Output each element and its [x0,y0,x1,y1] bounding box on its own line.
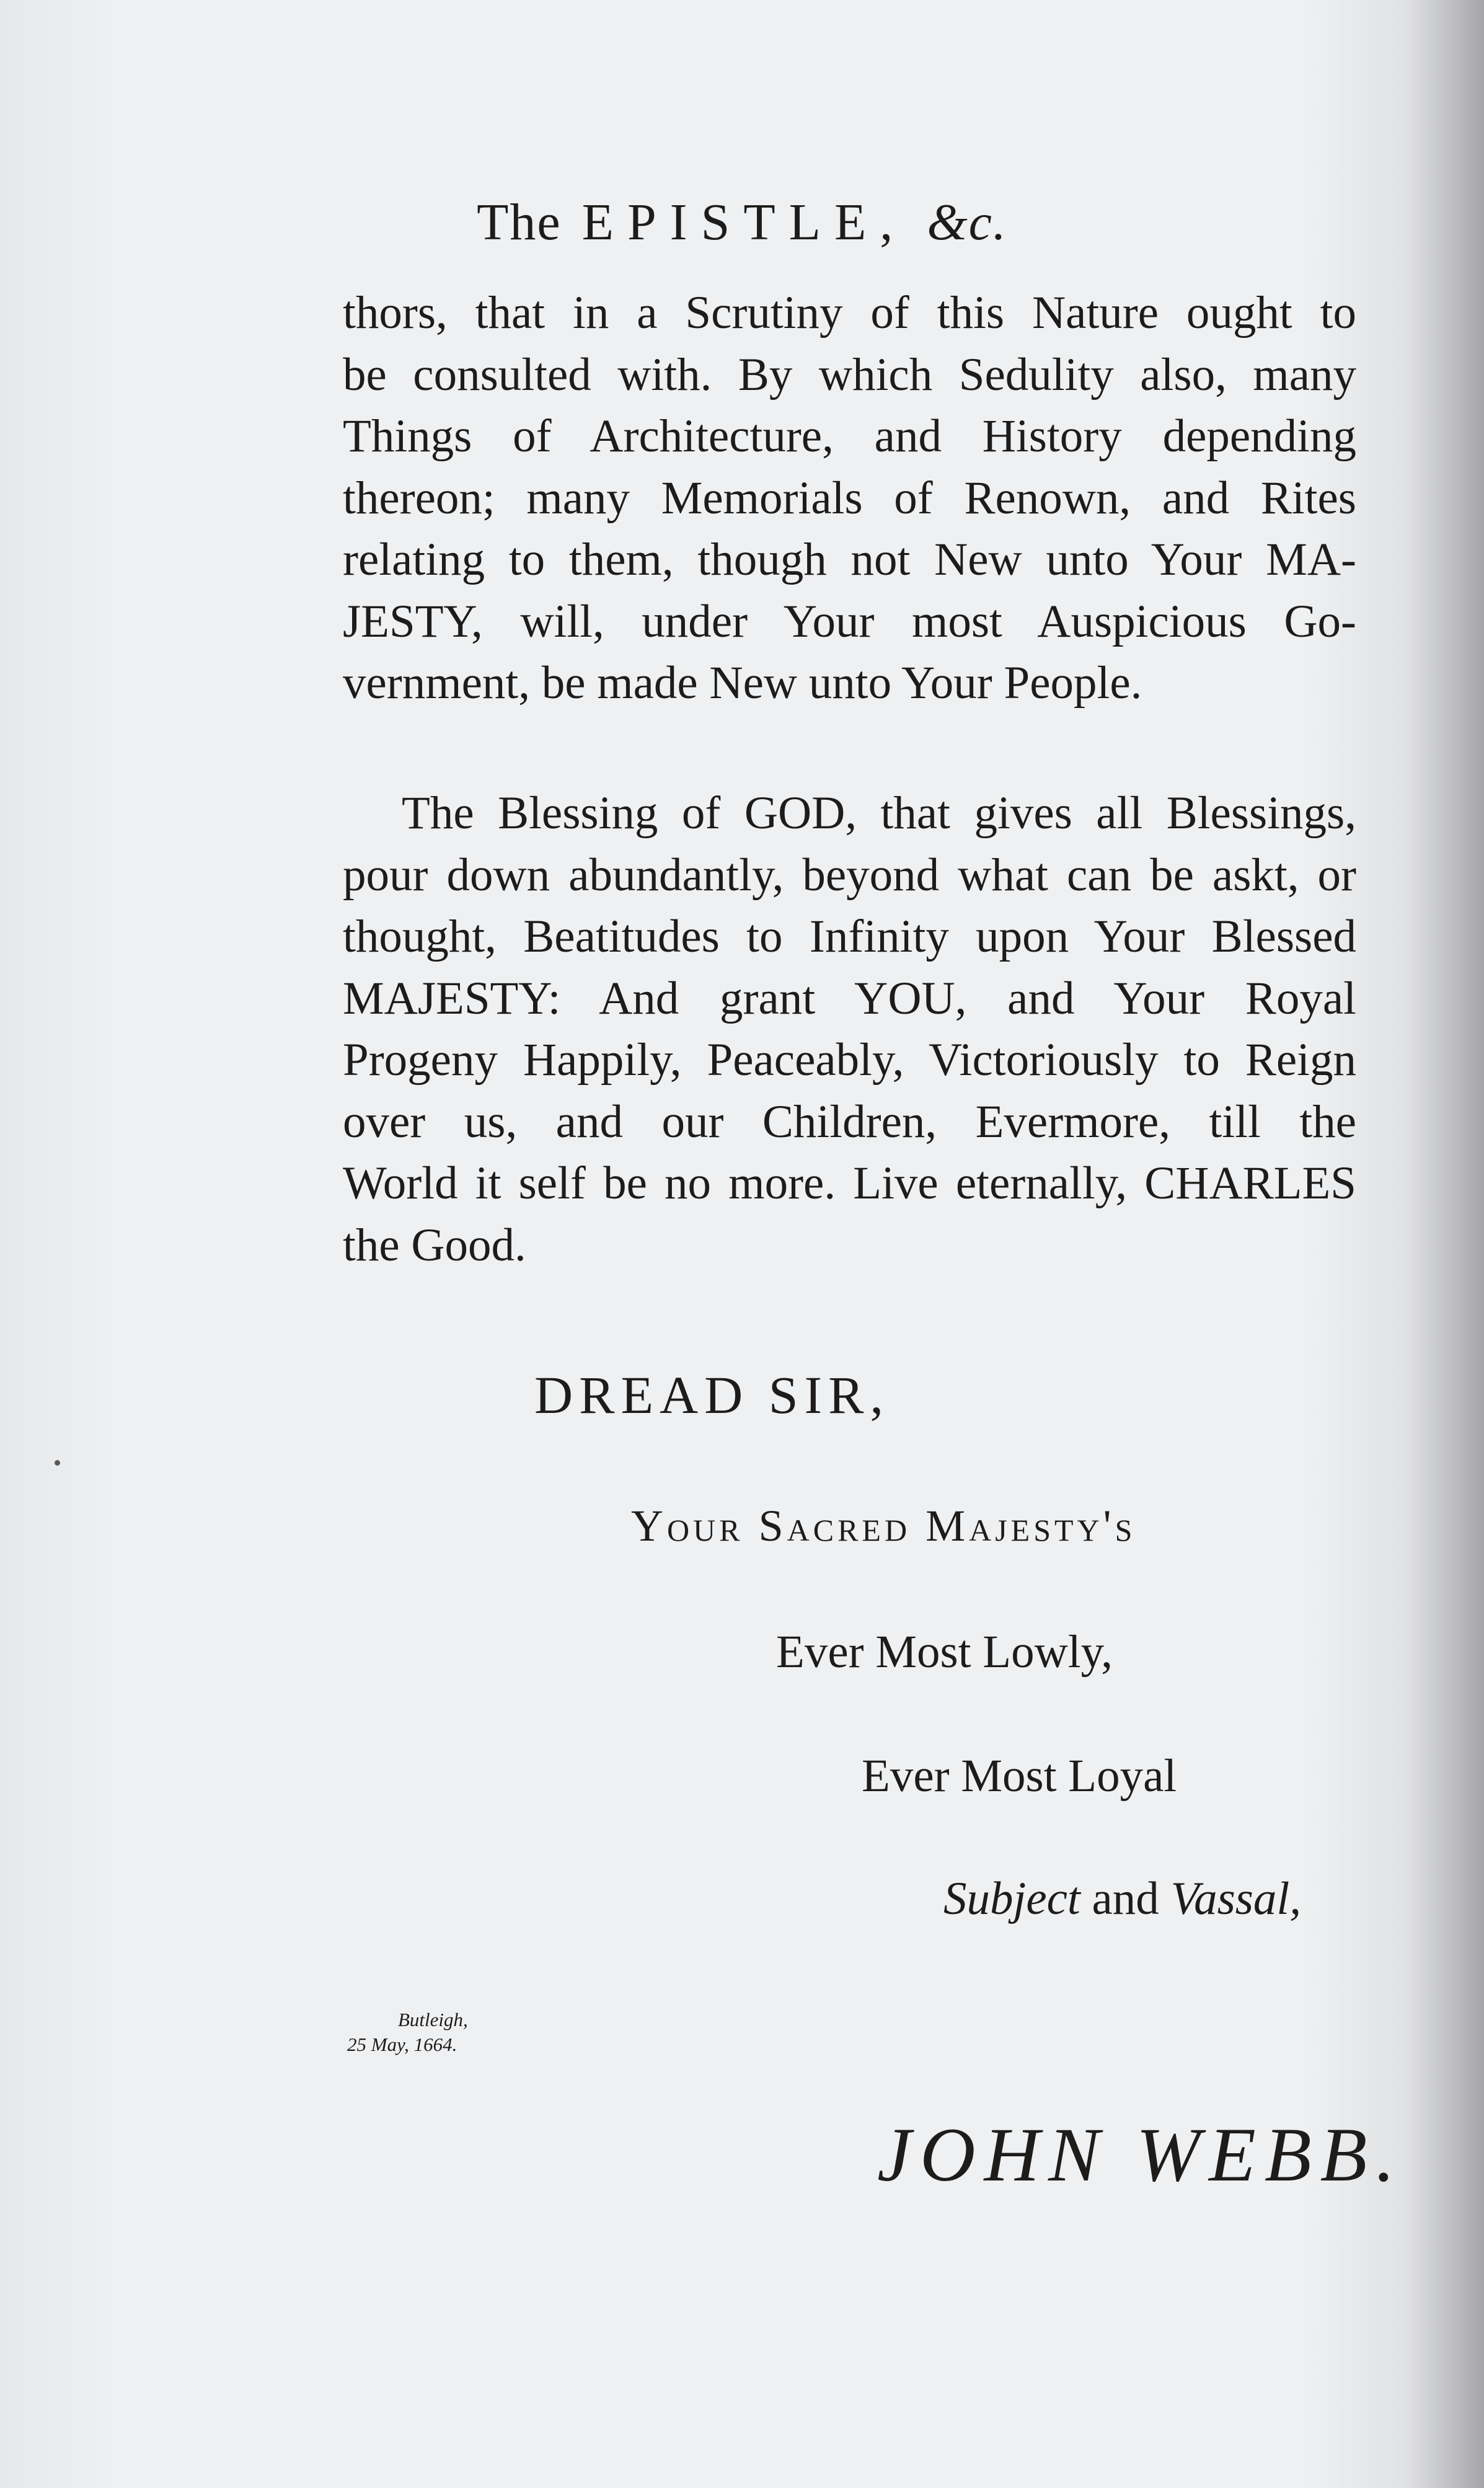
closing-majesty: Your Sacred Majesty's [631,1501,1136,1551]
running-head [0,192,1484,252]
paragraph-2-line: pour down abundantly, beyond what can be askt, or [343,849,1356,901]
paragraph-1-line: thereon; many Memorials of Renown, and Rites [343,472,1356,524]
paragraph-1-line: be consulted with. By which Sedulity also, many [343,348,1356,401]
closing-subject-vassal [943,1872,1301,1926]
and-word: and [1080,1873,1171,1924]
running-head-suffix: &c. [927,193,1007,251]
paragraph-2-line: the Good. [343,1219,526,1271]
vassal-word: Vassal, [1170,1873,1302,1924]
date: 25 May, 1664. [347,2034,457,2055]
ink-speck [55,1460,60,1466]
paragraph-1-line: relating to them, though not New unto Your MA- [343,534,1356,585]
place-and-date [347,2008,468,2057]
paragraph-1-line: thors, that in a Scrutiny of this Nature ought to [343,287,1356,339]
paragraph-1-line: vernment, be made New unto Your People. [343,657,1142,709]
subject-word: Subject [943,1873,1080,1924]
paragraph-2 [343,782,1356,1276]
paragraph-2-line: over us, and our Children, Evermore, till the [343,1096,1356,1148]
page-gutter-shadow [1410,0,1484,2488]
running-head-title: EPISTLE, [581,193,907,251]
place: Butleigh, [398,2009,468,2030]
salutation: DREAD SIR, [534,1365,890,1425]
paragraph-2-line: Progeny Happily, Peaceably, Victoriously to Reign [343,1034,1356,1086]
running-head-prefix: The [477,193,562,251]
closing-lowly: Ever Most Lowly, [776,1626,1113,1678]
paragraph-1-line: JESTY, will, under Your most Auspicious Go- [343,595,1356,647]
paragraph-2-line: MAJESTY: And grant YOU, and Your Royal [343,972,1356,1024]
paragraph-1 [343,282,1356,714]
signature: JOHN WEBB. [877,2112,1404,2197]
closing-loyal: Ever Most Loyal [862,1750,1177,1802]
paragraph-1-line: Things of Architecture, and History depending [343,410,1356,462]
paragraph-2-line: World it self be no more. Live eternally, CHARLES [343,1158,1356,1209]
paragraph-2-line: The Blessing of GOD, that gives all Blessings, [402,787,1356,839]
paragraph-2-line: thought, Beatitudes to Infinity upon Your Blessed [343,911,1356,962]
